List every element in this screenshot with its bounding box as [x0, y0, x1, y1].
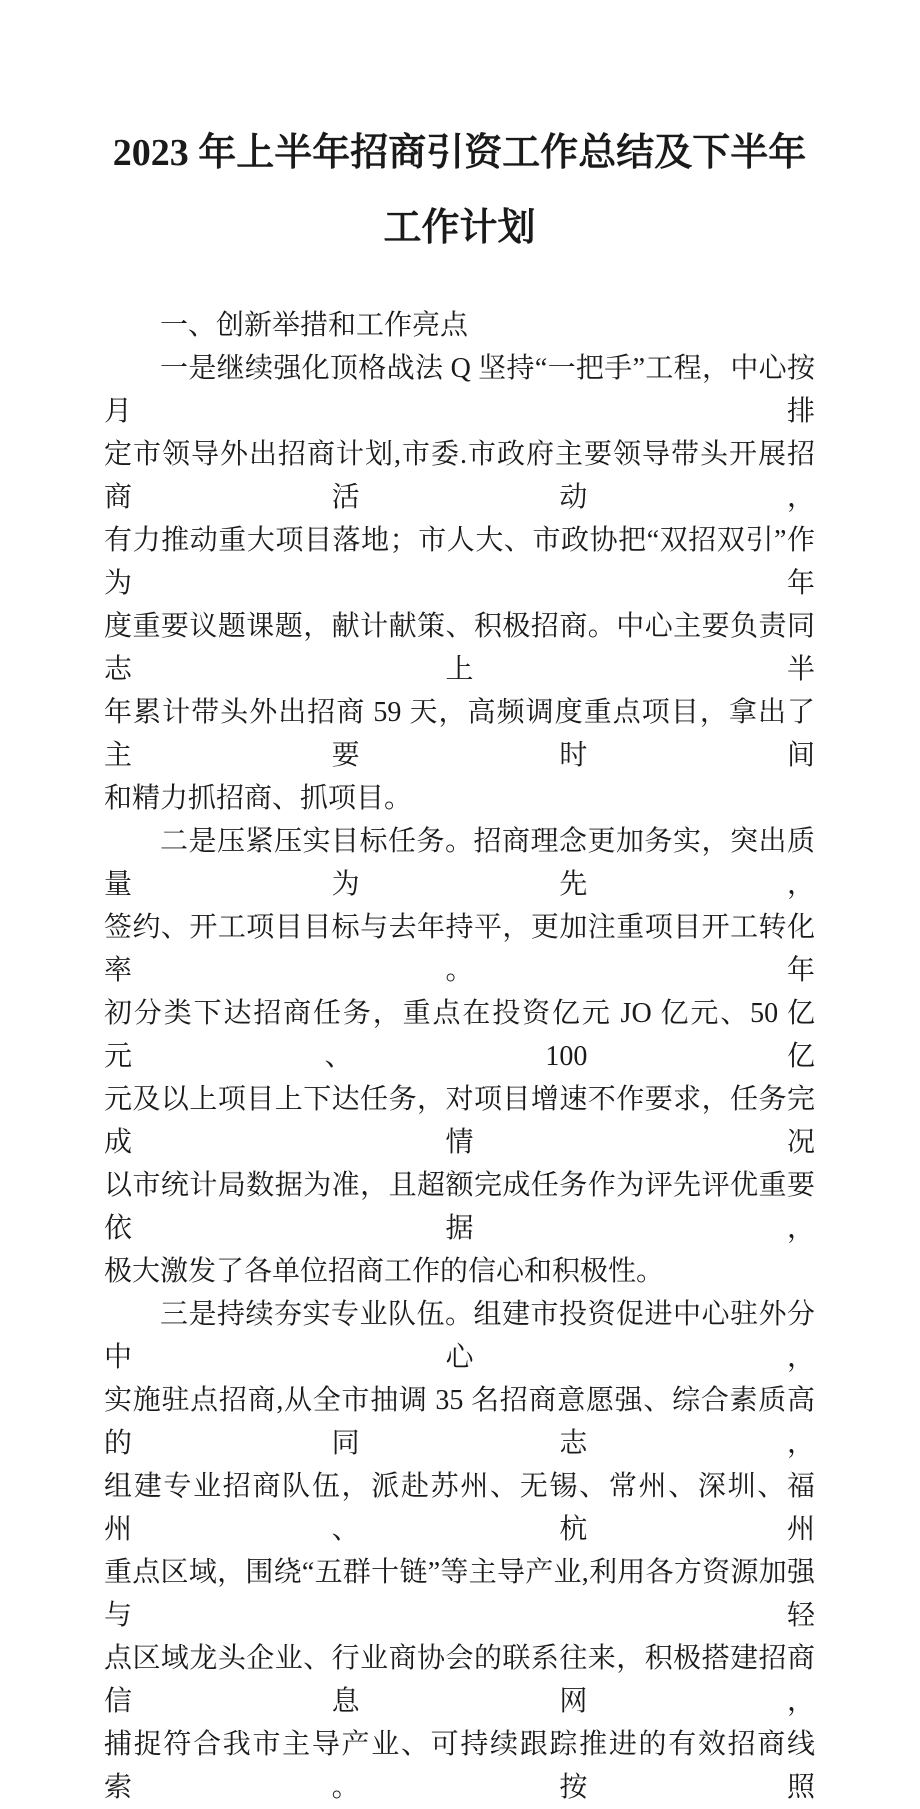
paragraph-line: 实施驻点招商,从全市抽调 35 名招商意愿强、综合素质高的同志，	[104, 1385, 815, 1459]
paragraph-line: 和精力抓招商、抓项目。	[104, 783, 413, 814]
paragraph-line: 二是压紧压实目标任务。招商理念更加务实，突出质量为先，	[104, 826, 815, 900]
paragraph-2	[104, 820, 815, 1293]
paragraph-line: 有力推动重大项目落地；市人大、市政协把“双招双引”作为年	[104, 525, 815, 599]
paragraph-line: 组建专业招商队伍，派赴苏州、无锡、常州、深圳、福州、杭州	[104, 1471, 815, 1545]
section-heading: 一、创新举措和工作亮点	[160, 310, 469, 341]
paragraph-line: 点区域龙头企业、行业商协会的联系往来，积极搭建招商信息网，	[104, 1643, 815, 1717]
paragraph-line: 元及以上项目上下达任务，对项目增速不作要求，任务完成情况	[104, 1084, 815, 1158]
document-title	[104, 0, 815, 266]
paragraph-line: 捕捉符合我市主导产业、可持续跟踪推进的有效招商线索。按照	[104, 1729, 815, 1803]
paragraph-line: 以市统计局数据为准，且超额完成任务作为评先评优重要依据，	[104, 1170, 815, 1244]
paragraph-line: 签约、开工项目目标与去年持平，更加注重项目开工转化率。年	[104, 912, 815, 986]
paragraph-line: 极大激发了各单位招商工作的信心和积极性。	[104, 1256, 665, 1287]
paragraph-line: 一是继续强化顶格战法 Q 坚持“一把手”工程，中心按月排	[104, 353, 815, 427]
document-title-line-2: 工作计划	[383, 207, 536, 249]
paragraph-line: 重点区域，围绕“五群十链”等主导产业,利用各方资源加强与轻	[104, 1557, 815, 1631]
paragraph-1	[104, 347, 815, 820]
paragraph-3	[104, 1293, 815, 1809]
paragraph-line: 初分类下达招商任务，重点在投资亿元 JO 亿元、50 亿元、100 亿	[104, 998, 815, 1072]
paragraph-line: 年累计带头外出招商 59 天，高频调度重点项目，拿出了主要时间	[104, 697, 815, 771]
paragraph-line: 三是持续夯实专业队伍。组建市投资促进中心驻外分中心，	[104, 1299, 815, 1373]
document-title-line-1: 2023 年上半年招商引资工作总结及下半年	[112, 132, 807, 174]
document-body	[104, 266, 815, 1809]
paragraph-line: 定市领导外出招商计划,市委.市政府主要领导带头开展招商活动，	[104, 439, 815, 513]
paragraph-line: 度重要议题课题，献计献策、积极招商。中心主要负责同志上半	[104, 611, 815, 685]
